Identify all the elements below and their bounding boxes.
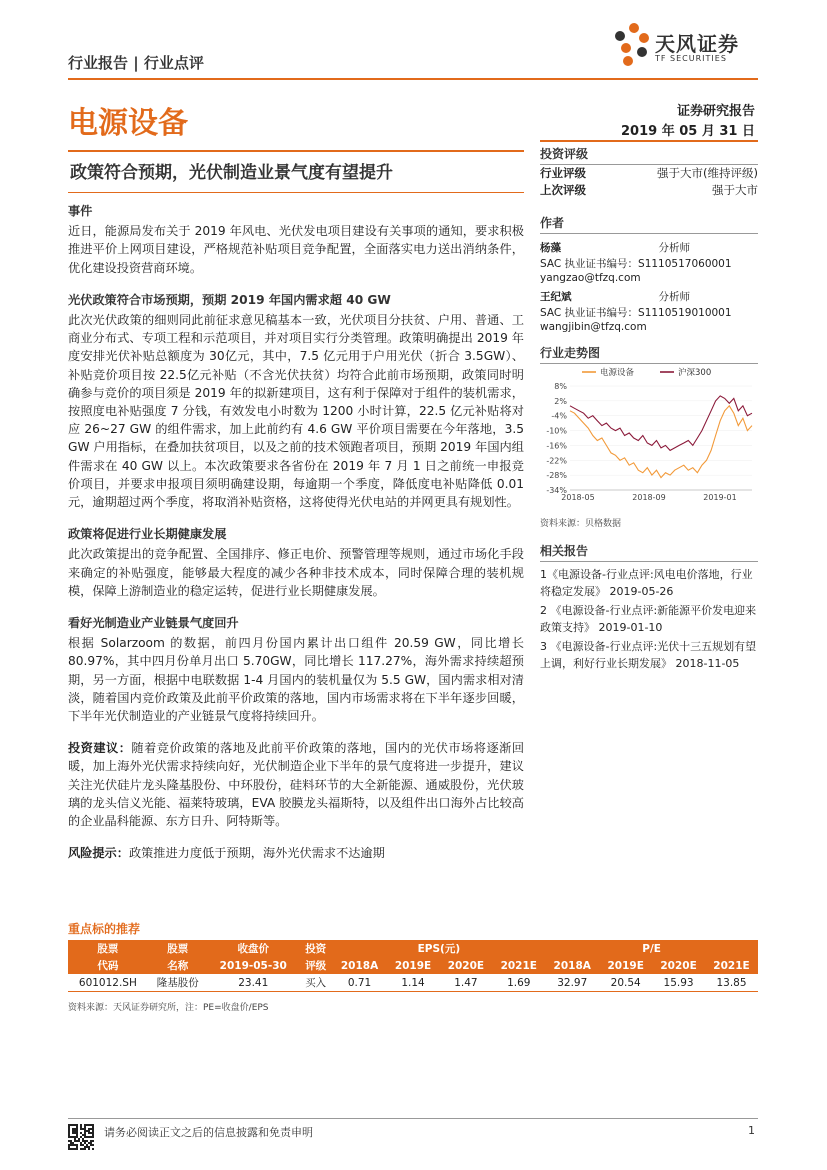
author-panel bbox=[540, 214, 758, 334]
x-tick-label: 2018-09 bbox=[632, 493, 666, 502]
table-header-cell: P/E bbox=[545, 940, 758, 957]
section-event bbox=[68, 202, 524, 277]
advice-text: 随着竞价政策的落地及此前平价政策的落地，国内的光伏市场将逐渐回暖，加上海外光伏需求持续向好，光伏制造企业下半年的景气度将进一步提升，建议关注光伏硅片龙头隆基股份、中环股份，硅料环节的大全新能源、通威股份，光伏玻璃的龙头信义光能、福莱特玻璃，EVA 胶膜龙头福斯特，以及组件出口海外占比较高的企业晶科能源、东方日升、阿特斯等。 bbox=[68, 741, 525, 829]
subtitle-bar bbox=[68, 150, 524, 193]
section-heading: 看好光制造业产业链景气度回升 bbox=[68, 616, 239, 631]
section-heading: 光伏政策符合市场预期，预期 2019 年国内需求超 40 GW bbox=[68, 292, 391, 307]
author-name: 杨藻 bbox=[540, 242, 561, 254]
report-date: 2019 年 05 月 31 日 bbox=[621, 124, 755, 139]
y-tick-label: -16% bbox=[546, 441, 567, 451]
section-heading: 事件 bbox=[68, 204, 93, 218]
author-email[interactable]: yangzao@tfzq.com bbox=[540, 272, 641, 284]
series-line bbox=[570, 396, 752, 451]
author-name: 王纪斌 bbox=[540, 291, 572, 303]
section-risk bbox=[68, 844, 524, 862]
table-header-cell: 股票 bbox=[148, 940, 208, 957]
author-item bbox=[540, 289, 758, 334]
x-tick-label: 2018-05 bbox=[561, 493, 595, 502]
table-header-cell: 2020E bbox=[439, 957, 492, 974]
trend-panel bbox=[540, 344, 758, 364]
section-heading: 政策将促进行业长期健康发展 bbox=[68, 527, 227, 542]
table-header-cell: 2020E bbox=[652, 957, 705, 974]
y-tick-label: -28% bbox=[546, 471, 567, 481]
legend-label: 电源设备 bbox=[600, 368, 635, 378]
table-cell: 32.97 bbox=[545, 974, 599, 992]
table-header-cell: 2019E bbox=[387, 957, 440, 974]
rating-row bbox=[540, 165, 758, 182]
y-tick-label: 8% bbox=[554, 382, 567, 391]
table-cell: 601012.SH bbox=[68, 974, 148, 992]
page-number: 1 bbox=[748, 1124, 755, 1137]
section-policy bbox=[68, 291, 524, 511]
rating-label: 上次评级 bbox=[540, 183, 586, 197]
table-cell: 1.47 bbox=[439, 974, 492, 992]
table-cell: 15.93 bbox=[652, 974, 705, 992]
y-tick-label: -10% bbox=[546, 426, 567, 436]
section-text: 根据 Solarzoom 的数据，前四月份国内累计出口组件 20.59 GW，同比增长 80.97%，其中四月份单月出口 5.70GW，同比增长 117.27%，海外需求持续超预期，另一方面，根据中电联数据 1-4 月国内的装机量仅为 5.5 GW，国内需求相对清淡，随着国内竞价政策及此前平价政策的落地，国内市场需求将在下半年逐步回暖，下半年光伏制造业的产业链景气度将持续回升。 bbox=[68, 636, 524, 724]
author-item bbox=[540, 240, 758, 285]
author-cert: SAC 执业证书编号：S1110519010001 bbox=[540, 307, 732, 319]
advice-label: 投资建议： bbox=[68, 741, 132, 756]
section-industry bbox=[68, 525, 524, 600]
table-header-cell: 2021E bbox=[492, 957, 545, 974]
table-header-cell: 2019E bbox=[599, 957, 652, 974]
table-header-cell: 2018A bbox=[545, 957, 599, 974]
y-tick-label: -34% bbox=[546, 486, 567, 495]
risk-text: 政策推进力度低于预期，海外光伏需求不达逾期 bbox=[128, 846, 385, 861]
section-manufacturing bbox=[68, 614, 524, 725]
y-tick-label: -22% bbox=[546, 456, 567, 466]
risk-label: 风险提示： bbox=[68, 846, 129, 861]
related-panel bbox=[540, 542, 758, 672]
table-row bbox=[68, 974, 758, 992]
table-header-cell: 股票 bbox=[68, 940, 148, 957]
brand-logo-icon bbox=[612, 22, 652, 68]
table-cell: 0.71 bbox=[333, 974, 387, 992]
related-item[interactable]: 1《电源设备-行业点评:风电电价落地，行业将稳定发展》 2019-05-26 bbox=[540, 568, 753, 598]
trend-heading: 行业走势图 bbox=[540, 344, 758, 364]
author-role: 分析师 bbox=[658, 242, 690, 254]
table-header-cell: 2018A bbox=[333, 957, 387, 974]
series-line bbox=[570, 406, 752, 478]
y-tick-label: 2% bbox=[554, 396, 567, 406]
qr-code-icon bbox=[68, 1124, 94, 1150]
rating-heading: 投资评级 bbox=[540, 140, 758, 165]
section-advice bbox=[68, 739, 524, 830]
rating-panel bbox=[540, 140, 758, 199]
footer-divider bbox=[68, 1118, 758, 1119]
table-cell: 23.41 bbox=[208, 974, 299, 992]
table-header-cell: EPS(元) bbox=[333, 940, 546, 957]
rating-value: 强于大市 bbox=[712, 183, 758, 197]
brand-name: 天风证券 bbox=[655, 32, 739, 56]
table-cell: 1.14 bbox=[387, 974, 440, 992]
table-header-cell: 收盘价 bbox=[208, 940, 299, 957]
page-title: 电源设备 bbox=[68, 106, 188, 141]
subtitle: 政策符合预期，光伏制造业景气度有望提升 bbox=[70, 163, 393, 183]
brand-name-en: TF SECURITIES bbox=[655, 54, 727, 63]
table-header-row bbox=[68, 957, 758, 974]
rating-row bbox=[540, 182, 758, 199]
section-text: 近日，能源局发布关于 2019 年风电、光伏发电项目建设有关事项的通知，要求积极推进平价上网项目建设，严格规范补贴项目竞争配置，全面落实电力送出消纳条件，优化建设投资营商环境。 bbox=[68, 224, 524, 275]
chart-source: 资料来源：贝格数据 bbox=[540, 519, 622, 529]
section-text: 此次光伏政策的细则同此前征求意见稿基本一致，光伏项目分扶贫、户用、普通、工商业分布式、专项工程和示范项目，并对项目实行分类管理。政策明确提出 2019 年度安排光伏补贴总额度为 30亿元，其中，7.5 亿元用于户用光伏（折合 3.5GW）、补贴竞价项目按 22.5亿元补贴（不含光伏扶贫）均符合此前市场预期，政策同时明确参与竞价的项目须是 2019 年的拟新建项目，这有利于保障对于组件的装机需求，按照度电补贴强度 7 分钱，有效发电小时数为 1200 小时计算，22.5 亿元补贴将对应 26~27 GW 的组件需求，加上此前约有 4.6 GW 平价项目需要在今年落地，3.5 GW 户用指标，在叠加扶贫项目，以及之前的技术领跑者项目，预期 2019 年国内组件需求在 40 GW 以上。本次政策要求各省份在 2019 年 7 月 1 日之前统一申报竞价项目，并要求申报项目须明确建设期，每逾期一个季度，降低度电补贴降低 0.01 元，逾期超过两个季度，将取消补贴资格，这将使得光伏电站的并网更具有规划性。 bbox=[68, 313, 524, 510]
table-header-cell: 2019-05-30 bbox=[208, 957, 299, 974]
table-header-cell: 名称 bbox=[148, 957, 208, 974]
table-cell: 买入 bbox=[299, 974, 333, 992]
author-heading: 作者 bbox=[540, 214, 758, 234]
rating-label: 行业评级 bbox=[540, 166, 586, 180]
author-role: 分析师 bbox=[658, 291, 690, 303]
table-heading: 重点标的推荐 bbox=[68, 922, 141, 936]
table-cell: 1.69 bbox=[492, 974, 545, 992]
table-cell: 隆基股份 bbox=[148, 974, 208, 992]
table-cell: 20.54 bbox=[599, 974, 652, 992]
legend-label: 沪深300 bbox=[678, 368, 712, 378]
table-cell: 13.85 bbox=[705, 974, 758, 992]
table-header-row bbox=[68, 940, 758, 957]
recommendation-table bbox=[68, 940, 758, 992]
x-tick-label: 2019-01 bbox=[703, 493, 737, 502]
section-text: 此次政策提出的竞争配置、全国排序、修正电价、预警管理等规则，通过市场化手段来确定的补贴强度，能够最大程度的减少各种非技术成本，同时保障合理的装机规模，保障上游制造业的稳定运转，促进行业长期健康发展。 bbox=[68, 547, 524, 598]
author-cert: SAC 执业证书编号：S1110517060001 bbox=[540, 258, 732, 270]
related-heading: 相关报告 bbox=[540, 542, 758, 562]
table-source: 资料来源：天风证券研究所，注：PE=收盘价/EPS bbox=[68, 1003, 269, 1013]
header-divider bbox=[68, 78, 758, 80]
author-email[interactable]: wangjibin@tfzq.com bbox=[540, 321, 647, 333]
table-header-cell: 2021E bbox=[705, 957, 758, 974]
related-item[interactable]: 3 《电源设备-行业点评:光伏十三五规划有望上调，利好行业长期发展》 2018-11-05 bbox=[540, 640, 757, 670]
body-text bbox=[68, 202, 524, 877]
report-label: 证券研究报告 bbox=[676, 104, 755, 119]
table-header-cell: 评级 bbox=[299, 957, 333, 974]
related-item[interactable]: 2 《电源设备-行业点评:新能源平价发电迎来政策支持》 2019-01-10 bbox=[540, 604, 757, 634]
y-tick-label: -4% bbox=[551, 411, 567, 421]
table-header-cell: 投资 bbox=[299, 940, 333, 957]
trend-chart bbox=[540, 364, 758, 512]
footer-disclaimer: 请务必阅读正文之后的信息披露和免责申明 bbox=[104, 1126, 313, 1139]
table-header-cell: 代码 bbox=[68, 957, 148, 974]
report-type: 行业报告 | 行业点评 bbox=[68, 54, 204, 72]
rating-value: 强于大市(维持评级) bbox=[657, 166, 758, 180]
